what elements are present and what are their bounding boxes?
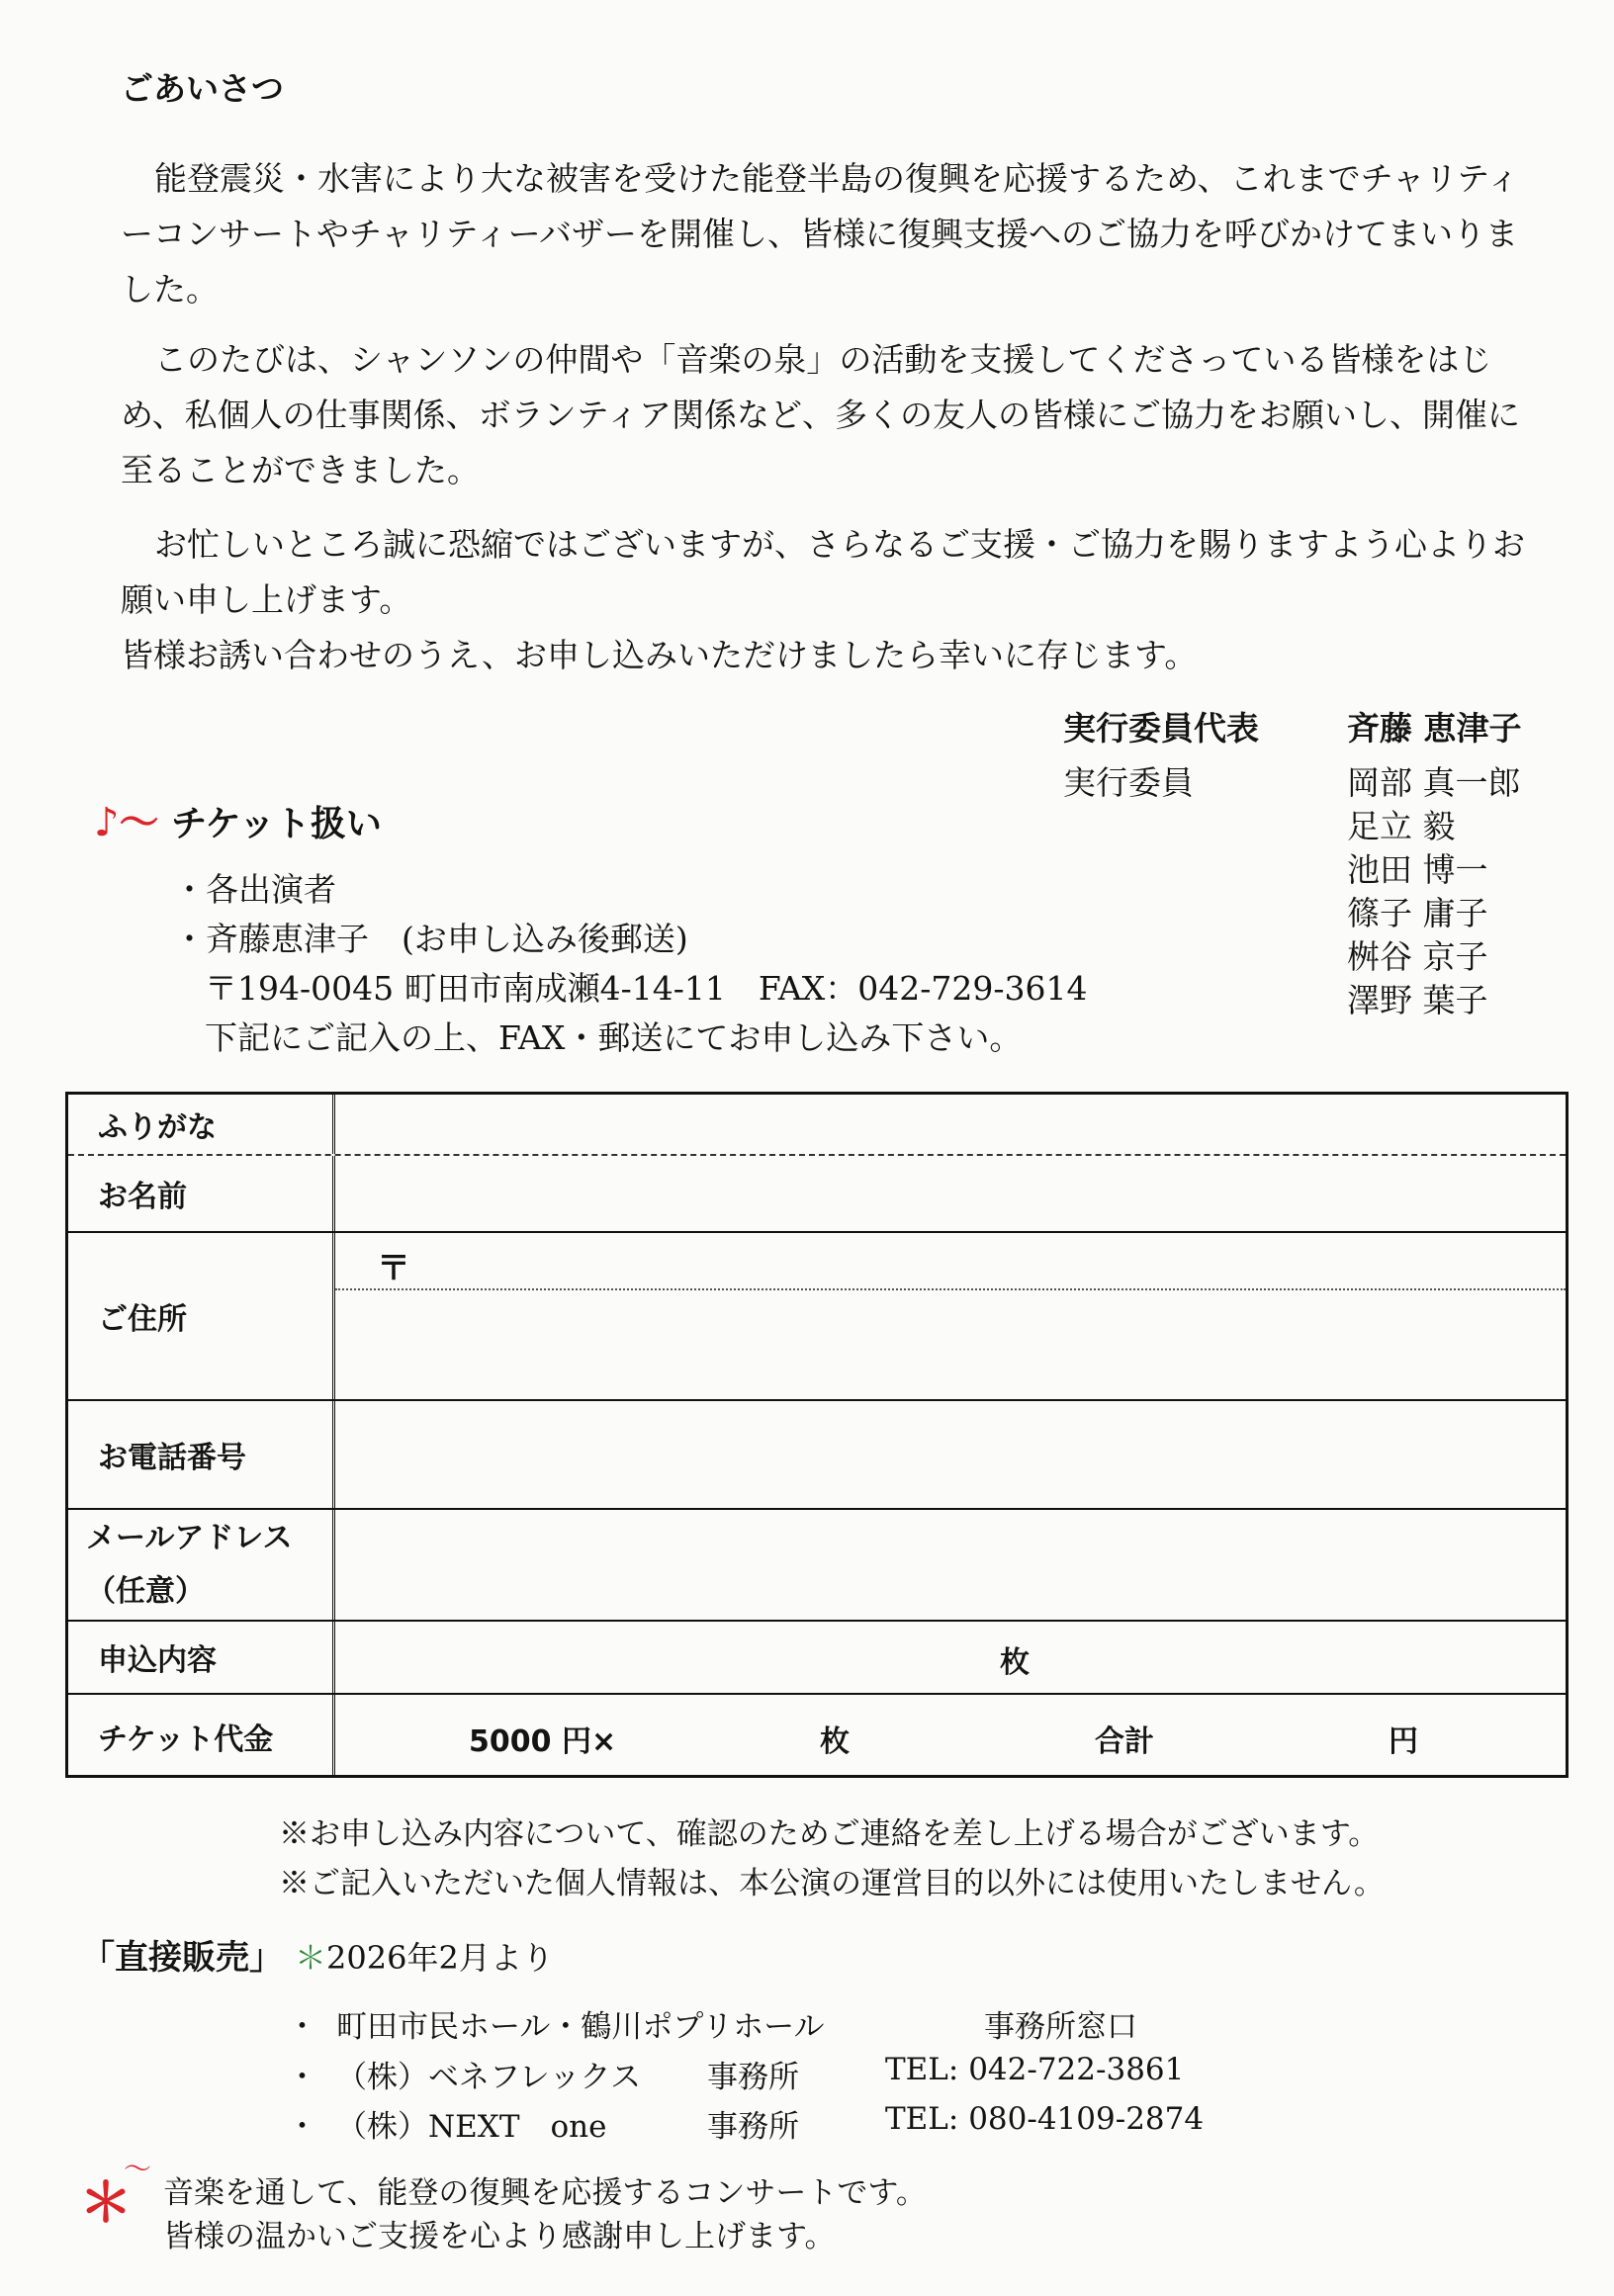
committee-member: 澤野 葉子 xyxy=(1347,981,1488,1019)
email-label-line2: （任意） xyxy=(86,1573,205,1609)
name-label: お名前 xyxy=(68,1156,335,1231)
name-field[interactable] xyxy=(335,1156,1566,1231)
postal-code-line xyxy=(335,1233,1566,1290)
form-row-name xyxy=(68,1156,1566,1233)
committee-member-title: 実行委員 xyxy=(1063,763,1194,802)
address-label: ご住所 xyxy=(68,1233,335,1399)
venue-office: 事務所 xyxy=(707,2060,799,2095)
direct-sales-row-1 xyxy=(287,2001,1137,2046)
greeting-title: ごあいさつ xyxy=(121,69,284,108)
asterisk-icon: ＊ xyxy=(79,2171,133,2234)
phone-label: お電話番号 xyxy=(68,1401,335,1508)
price-each: 5000 円× xyxy=(469,1724,617,1759)
price-label: チケット代金 xyxy=(68,1695,335,1778)
committee-members xyxy=(1347,761,1521,1022)
committee-rep-title: 実行委員代表 xyxy=(1063,709,1259,748)
price-unit: 枚 xyxy=(820,1724,850,1759)
footer-message xyxy=(163,2171,927,2258)
direct-sales-since xyxy=(295,1933,554,1979)
venue-tel: TEL: 042-722-3861 xyxy=(885,2052,1185,2087)
direct-sales-row-2 xyxy=(287,2052,1185,2096)
note-contact: ※お申し込み内容について、確認のためご連絡を差し上げる場合がございます。 xyxy=(279,1816,1380,1852)
committee-member: 桝谷 京子 xyxy=(1347,937,1488,976)
greeting-body xyxy=(121,151,1525,317)
phone-field[interactable] xyxy=(335,1401,1566,1508)
greeting-paragraph-1: 能登震災・水害により大な被害を受けた能登半島の復興を応援するため、これまでチャリティーコンサートやチャリティーバザーを開催し、皆様に復興支援へのご協力を呼びかけてまいりました。 xyxy=(121,159,1520,309)
direct-sales-title: 「直接販売」 xyxy=(81,1938,283,1978)
ticket-heading-text: チケット扱い xyxy=(171,804,382,844)
form-row-price xyxy=(68,1695,1566,1778)
application-form xyxy=(65,1092,1569,1778)
price-field xyxy=(335,1695,1566,1778)
postal-mark: 〒 xyxy=(377,1249,410,1288)
greeting-body-3 xyxy=(121,517,1525,683)
form-row-phone xyxy=(68,1401,1566,1510)
order-field[interactable] xyxy=(335,1622,1566,1693)
venue-tel: TEL: 080-4109-2874 xyxy=(885,2101,1205,2137)
ticket-heading xyxy=(94,791,382,847)
address-field[interactable] xyxy=(335,1233,1566,1399)
footer-line-2: 皆様の温かいご支援を心より感謝申し上げます。 xyxy=(163,2219,836,2254)
order-label: 申込内容 xyxy=(68,1622,335,1693)
footer-line-1: 音楽を通して、能登の復興を応援するコンサートです。 xyxy=(163,2175,927,2211)
venue-office: 事務所窓口 xyxy=(984,2009,1137,2045)
email-label xyxy=(68,1510,335,1620)
email-field[interactable] xyxy=(335,1510,1566,1620)
bullet: ・ xyxy=(287,2009,317,2045)
direct-sales-row-3 xyxy=(287,2101,1205,2146)
form-notes xyxy=(279,1810,1385,1908)
ticket-outlet-saito: ・斉藤恵津子 (お申し込み後郵送) xyxy=(173,920,688,958)
asterisk-icon: ＊ xyxy=(295,1939,327,1977)
furigana-field[interactable] xyxy=(335,1095,1566,1154)
committee-member: 池田 博一 xyxy=(1347,850,1488,889)
venue-name: 町田市民ホール・鶴川ポプリホール xyxy=(336,2009,825,2045)
yen-label: 円 xyxy=(1389,1724,1418,1759)
greeting-paragraph-2: このたびは、シャンソンの仲間や「音楽の泉」の活動を支援してくださっている皆様をはじめ、私個人の仕事関係、ボランティア関係など、多くの友人の皆様にご協力をお願いし、開催に至ることができました。 xyxy=(121,340,1521,489)
committee-member: 足立 毅 xyxy=(1347,807,1456,845)
ticket-instruction: 下記にご記入の上、FAX・郵送にてお申し込み下さい。 xyxy=(205,1018,1023,1057)
bullet: ・ xyxy=(287,2060,317,2095)
email-label-line1: メールアドレス xyxy=(86,1520,293,1555)
direct-sales-date: 2026年2月より xyxy=(326,1939,554,1977)
committee-member: 岡部 真一郎 xyxy=(1347,763,1521,802)
order-unit: 枚 xyxy=(1000,1645,1030,1680)
furigana-label: ふりがな xyxy=(68,1095,335,1154)
ticket-outlets xyxy=(173,865,1088,1063)
tilde-icon: ～ xyxy=(124,2153,152,2185)
greeting-paragraph-3b: 皆様お誘い合わせのうえ、お申し込みいただけましたら幸いに存じます。 xyxy=(121,636,1198,674)
music-note-icon: ♪～ xyxy=(94,800,159,845)
committee-rep-name: 斉藤 恵津子 xyxy=(1347,709,1522,748)
venue-name: （株）NEXT one xyxy=(336,2109,607,2145)
form-row-furigana xyxy=(68,1095,1566,1156)
form-row-order xyxy=(68,1622,1566,1695)
form-row-email xyxy=(68,1510,1566,1622)
note-privacy: ※ご記入いただいた個人情報は、本公演の運営目的以外には使用いたしません。 xyxy=(279,1866,1385,1901)
venue-name: （株）ベネフレックス xyxy=(336,2060,642,2095)
greeting-body-2 xyxy=(121,332,1525,498)
greeting-paragraph-3a: お忙しいところ誠に恐縮ではございますが、さらなるご支援・ご協力を賜りますよう心よりお願い申し上げます。 xyxy=(121,525,1525,619)
ticket-outlet-performers: ・各出演者 xyxy=(173,870,336,909)
total-label: 合計 xyxy=(1095,1724,1154,1759)
committee-member: 篠子 庸子 xyxy=(1347,894,1488,932)
bullet: ・ xyxy=(287,2109,317,2145)
form-row-address xyxy=(68,1233,1566,1401)
ticket-address: 〒194-0045 町田市南成瀬4-14-11 FAX：042-729-3614 xyxy=(205,969,1088,1008)
venue-office: 事務所 xyxy=(707,2109,799,2145)
